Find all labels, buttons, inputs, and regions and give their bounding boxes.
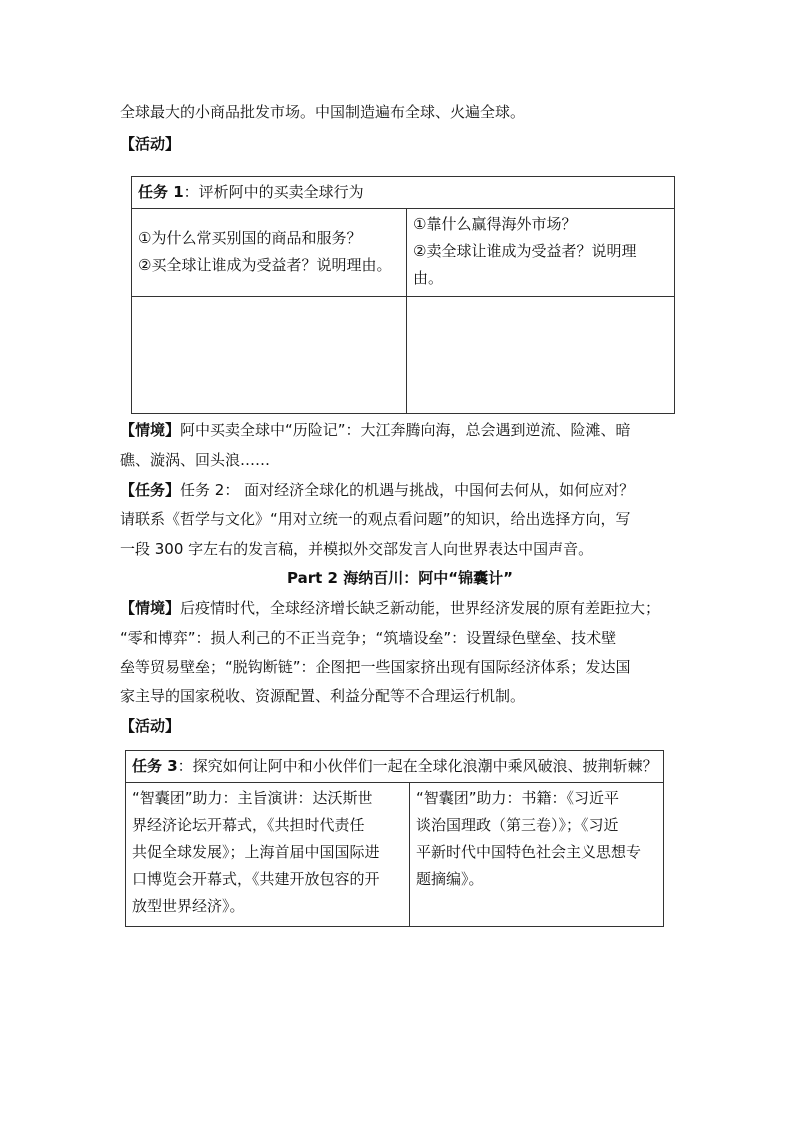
task1-left-questions <box>132 209 407 297</box>
task1-answer-right[interactable] <box>407 297 675 414</box>
task3-right-line: 平新时代中国特色社会主义思想专 <box>416 843 642 861</box>
task3-left-line: 放型世界经济》。 <box>132 897 245 915</box>
task1-right-questions <box>407 209 675 297</box>
task3-left-cell <box>126 783 410 927</box>
task1-header-row <box>132 177 675 209</box>
scenario2-line3: 垒等贸易壁垒；“脱钩断链”：企图把一些国家挤出现有国际经济体系；发达国 <box>120 658 631 676</box>
scenario2-text1: 后疫情时代，全球经济增长缺乏新动能，世界经济发展的原有差距拉大； <box>180 599 661 617</box>
task3-left-line: “智囊团”助力：主旨演讲：达沃斯世 <box>132 789 373 807</box>
task3-header-cell <box>126 751 664 783</box>
task1-table <box>131 176 675 414</box>
task3-right-cell <box>410 783 664 927</box>
task1-left-q2: ②买全球让谁成为受益者？说明理由。 <box>138 256 392 274</box>
task1-title: ：评析阿中的买卖全球行为 <box>183 183 364 201</box>
task1-right-q2a: ②卖全球让谁成为受益者？说明理 <box>413 242 637 260</box>
task3-left-line: 口博览会开幕式，《共建开放包容的开 <box>132 870 380 888</box>
scenario1-tag: 【情境】 <box>120 421 181 439</box>
task1-answer-row <box>132 297 675 414</box>
task3-left-line: 界经济论坛开幕式，《共担时代责任 <box>132 816 365 834</box>
task2-tag: 【任务】 <box>120 481 181 499</box>
task1-header-cell <box>132 177 675 209</box>
task3-title: ：探究如何让阿中和小伙伴们一起在全球化浪潮中乘风破浪、披荆斩棘？ <box>177 757 658 775</box>
task2-line2: 请联系《哲学与文化》“用对立统一的观点看问题”的知识，给出选择方向，写 <box>120 510 631 528</box>
task3-label: 任务 3 <box>132 757 178 775</box>
task2-line3: 一段 300 字左右的发言稿，并模拟外交部发言人向世界表达中国声音。 <box>120 540 594 558</box>
scenario1-text1: 阿中买卖全球中“历险记”：大江奔腾向海，总会遇到逆流、险滩、暗 <box>180 421 631 439</box>
task3-right-line: 谈治国理政（第三卷）》；《习近 <box>416 816 619 834</box>
scenario2-line1 <box>120 594 680 622</box>
scenario2-line4: 家主导的国家税收、资源配置、利益分配等不合理运行机制。 <box>120 687 526 705</box>
task1-right-q2b: 由。 <box>413 269 444 287</box>
task1-label: 任务 1 <box>138 183 184 201</box>
task3-content-row <box>126 783 664 927</box>
scenario1-line2: 礁、漩涡、回头浪…… <box>120 451 271 469</box>
scenario1-line1 <box>120 416 680 444</box>
scenario2-tag: 【情境】 <box>120 599 181 617</box>
activity-heading-2: 【活动】 <box>120 717 181 735</box>
intro-line: 全球最大的小商品批发市场。中国制造遍布全球、火遍全球。 <box>120 103 526 121</box>
task3-right-line: 题摘编》。 <box>416 870 484 888</box>
task3-header-row <box>126 751 664 783</box>
task3-table <box>125 750 664 927</box>
task1-question-row <box>132 209 675 297</box>
task3-right-line: “智囊团”助力：书籍：《习近平 <box>416 789 620 807</box>
task1-left-q1: ①为什么常买别国的商品和服务？ <box>138 229 362 247</box>
scenario2-line2: “零和博弈”：损人利己的不正当竞争；“筑墙设垒”：设置绿色壁垒、技术壁 <box>120 629 617 647</box>
part2-heading: Part 2 海纳百川：阿中“锦囊计” <box>287 569 513 587</box>
task1-right-q1: ①靠什么赢得海外市场？ <box>413 215 577 233</box>
task2-line1 <box>120 476 680 504</box>
task3-left-line: 共促全球发展》；上海首届中国国际进 <box>132 843 380 861</box>
task2-text1: 任务 2： 面对经济全球化的机遇与挑战，中国何去何从，如何应对？ <box>180 481 635 499</box>
activity-heading-1: 【活动】 <box>120 135 181 153</box>
task1-answer-left[interactable] <box>132 297 407 414</box>
